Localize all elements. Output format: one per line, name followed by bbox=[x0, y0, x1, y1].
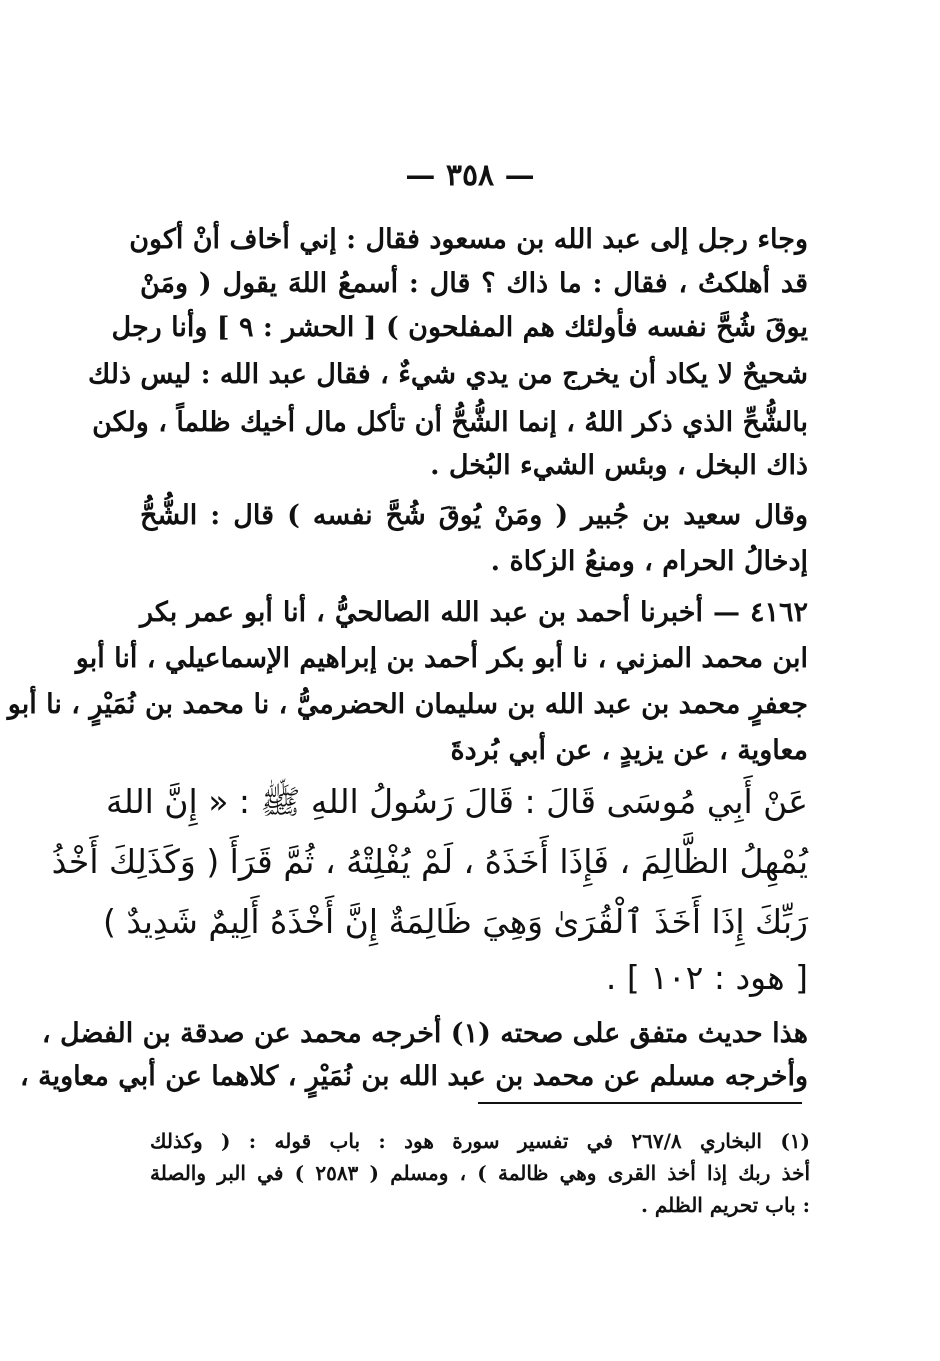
hadith-line: عَنْ أَبِي مُوسَى قَالَ : قَالَ رَسُولُ اللهِ ﷺ : « إِنَّ اللهَ bbox=[105, 782, 808, 821]
text-line: بالشُّحِّ الذي ذكر اللهُ ، إنما الشُّحُّ أن تأكل مال أخيك ظلماً ، ولكن bbox=[92, 407, 808, 438]
page-number: — ٣٥٨ — bbox=[405, 158, 535, 193]
text-line: يوقَ شُحَّ نفسه فأولئك هم المفلحون ) [ الحشر : ٩ ] وأنا رجل bbox=[111, 312, 808, 343]
footnote-line: (١) البخاري ٢٦٧/٨ في تفسير سورة هود : باب قوله : ( وكذلك bbox=[150, 1129, 810, 1153]
footnote-line: : باب تحريم الظلم . bbox=[640, 1193, 810, 1217]
text-line: ذاك البخل ، وبئس الشيء البُخل . bbox=[430, 450, 808, 481]
footnote-separator bbox=[478, 1102, 802, 1104]
text-line: وجاء رجل إلى عبد الله بن مسعود فقال : إني أخاف أنْ أكون bbox=[129, 224, 808, 255]
isnad-line: جعفرٍ محمد بن عبد الله بن سليمان الحضرميُّ ، نا محمد بن نُمَيْرٍ ، نا أبو bbox=[7, 689, 808, 720]
text-line: وقال سعيد بن جُبير ( ومَنْ يُوقَ شُحَّ نفسه ) قال : الشُّحُّ bbox=[140, 500, 808, 531]
hadith-line: يُمْهِلُ الظَّالِمَ ، فَإِذَا أَخَذَهُ ، لَمْ يُفْلِتْهُ ، ثُمَّ قَرَأَ ( وَكَذَلِكَ أَخْذُ bbox=[51, 842, 808, 881]
text-line: وأخرجه مسلم عن محمد بن عبد الله بن نُمَيْرٍ ، كلاهما عن أبي معاوية ، bbox=[20, 1061, 808, 1092]
hadith-line: رَبِّكَ إِذَا أَخَذَ ٱلْقُرَىٰ وَهِيَ ظَالِمَةٌ إِنَّ أَخْذَهُ أَلِيمٌ شَدِيدٌ ) bbox=[103, 902, 808, 941]
isnad-line: معاوية ، عن يزيدٍ ، عن أبي بُردةَ bbox=[450, 735, 808, 766]
text-line: قد أهلكتُ ، فقال : ما ذاك ؟ قال : أسمعُ اللهَ يقول ( ومَنْ bbox=[140, 268, 808, 299]
isnad-line: ابن محمد المزني ، نا أبو بكر أحمد بن إبراهيم الإسماعيلي ، أنا أبو bbox=[75, 643, 808, 674]
hadith-line: [ هود : ١٠٢ ] . bbox=[605, 958, 808, 997]
text-line: هذا حديث متفق على صحته (١) أخرجه محمد عن صدقة بن الفضل ، bbox=[41, 1018, 808, 1049]
isnad-line: ٤١٦٢ — أخبرنا أحمد بن عبد الله الصالحيُّ ، أنا أبو عمر بكر bbox=[140, 597, 808, 628]
text-line: شحيحٌ لا يكاد أن يخرج من يدي شيءٌ ، فقال عبد الله : ليس ذلك bbox=[87, 359, 808, 390]
footnote-line: أخذ ربك إذا أخذ القرى وهي ظالمة ) ، ومسلم ( ٢٥٨٣ ) في البر والصلة bbox=[150, 1161, 810, 1185]
text-line: إدخالُ الحرام ، ومنعُ الزكاة . bbox=[490, 546, 808, 577]
